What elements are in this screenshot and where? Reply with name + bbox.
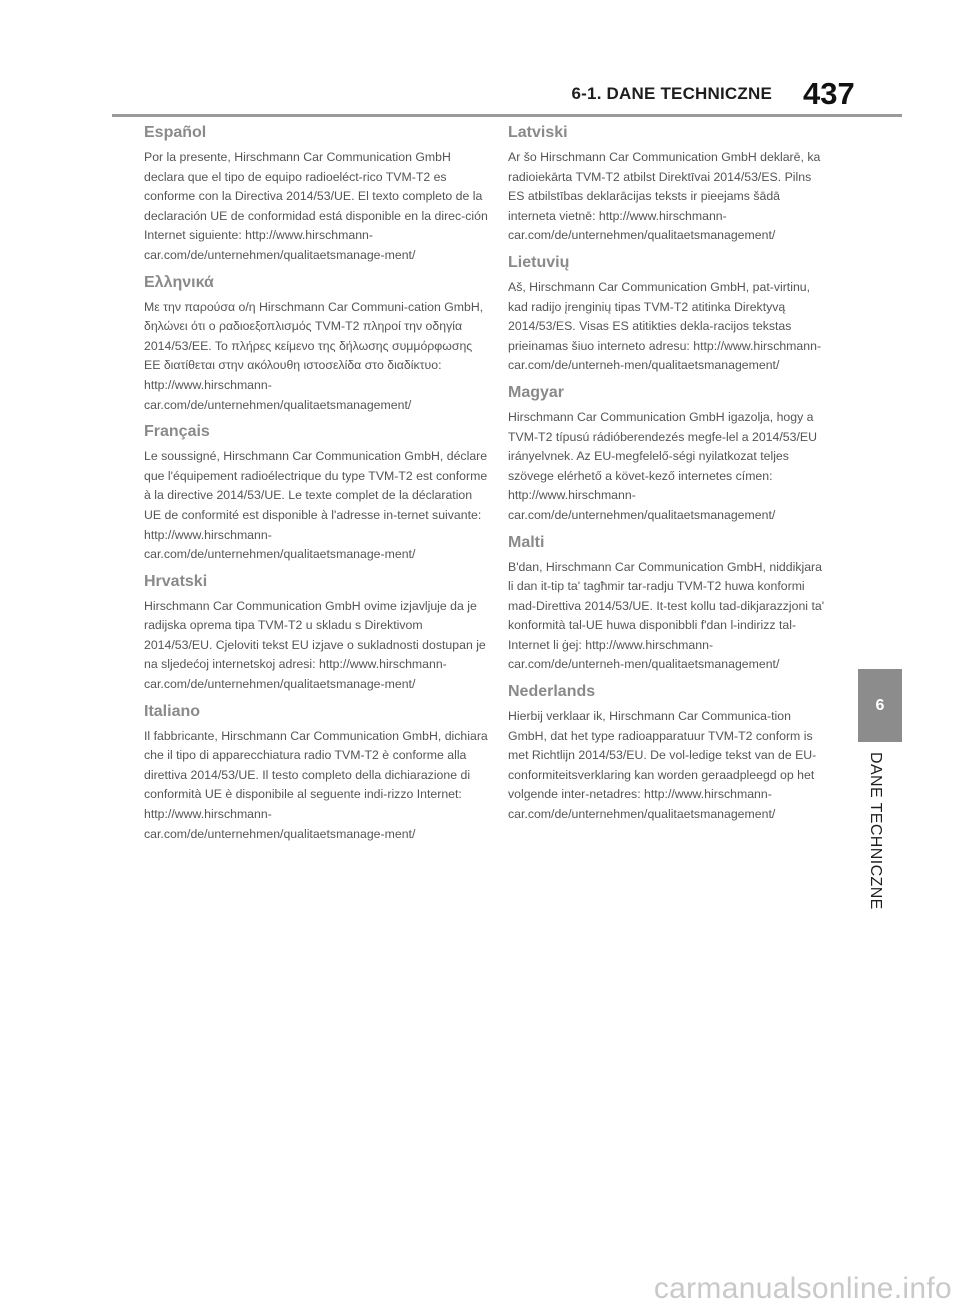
section-heading: Español (144, 124, 207, 141)
section-text: Hirschmann Car Communication GmbH ovime izjavljuje da je radijska oprema tipa TVM-T2 u skladu s Direktivom 2014/53/EU. Cjeloviti tekst EU izjave o sukladnosti dostupan je na sljedećoj internetskoj adresi: http://www.hirschmann-car.com/de/unternehmen/qualitaetsmanage-ment/ (144, 598, 486, 692)
section-text: Le soussigné, Hirschmann Car Communication GmbH, déclare que l'équipement radioélectrique du type TVM-T2 est conforme à la directive 2014/53/UE. Le texte complet de la déclaration UE de conformité est disponible à l'adresse in-ternet suivante: http://www.hirschmann-car.com/de/unternehmen/qualitaetsmanage-ment/ (144, 449, 488, 562)
section-text: Hierbij verklaar ik, Hirschmann Car Communica-tion GmbH, dat het type radioapparatuur TVM-T2 conform is met Richtlijn 2014/53/EU. De vol-ledige tekst van de EU-conformiteitsverklaring kan worden geraadpleegd op het volgende inter-netadres: http://www.hirschmann-car.com/de/unternehmen/qualitaetsmanagement/ (508, 709, 817, 822)
section-francais (144, 423, 492, 565)
section-heading: Magyar (508, 383, 565, 401)
header-divider (112, 114, 902, 117)
site-watermark: carmanualsonline.info (653, 1272, 952, 1305)
section-heading: Nederlands (508, 683, 596, 701)
section-heading: Ελληνικά (144, 273, 214, 291)
section-text: B'dan, Hirschmann Car Communication GmbH, niddikjara li dan it-tip ta' tagħmir tar-radju TVM-T2 huwa konformi mad-Direttiva 2014/53/UE. It-test kollu tad-dikjarazzjoni ta' konformità tal-UE huwa disponibbli f'dan l-indirizz tal-Internet li ġej: http://www.hirschmann-car.com/de/unterneh-men/qualitaetsmanagement/ (508, 559, 825, 672)
section-heading: Hrvatski (144, 572, 208, 590)
left-column (144, 124, 492, 852)
section-italiano (144, 703, 492, 845)
section-espanol (144, 124, 492, 266)
section-ellinika (144, 274, 492, 416)
section-heading: Malti (508, 533, 545, 551)
section-heading: Latviski (508, 124, 568, 141)
section-heading: Français (144, 423, 210, 441)
section-magyar (508, 384, 826, 526)
section-text: Hirschmann Car Communication GmbH igazolja, hogy a TVM-T2 típusú rádióberendezés megfe-lel a 2014/53/EU irányelvnek. Az EU-megfelelő-ségi nyilatkozat teljes szövege elérhető a követ-kező internetes címen: http://www.hirschmann-car.com/de/unternehmen/qualitaetsmanagement/ (508, 409, 817, 522)
page-number: 437 (803, 76, 855, 111)
section-text: Με την παρούσα ο/η Hirschmann Car Communi-cation GmbH, δηλώνει ότι ο ραδιοεξοπλισμός TVM-T2 πληροί την οδηγία 2014/53/ΕΕ. Το πλήρες κείμενο της δήλωσης συμμόρφωσης ΕΕ διατίθεται στην ακόλουθη ιστοσελίδα στο διαδίκτυο: http://www.hirschmann-car.com/de/unternehmen/qualitaetsmanagement/ (144, 299, 484, 412)
section-heading: Italiano (144, 702, 201, 720)
section-nederlands (508, 683, 826, 825)
section-title: 6-1. DANE TECHNICZNE (571, 84, 772, 103)
chapter-tab: 6 (858, 669, 902, 742)
section-hrvatski (144, 573, 492, 695)
section-malti (508, 534, 826, 676)
section-text: Por la presente, Hirschmann Car Communication GmbH declara que el tipo de equipo radioeléct-rico TVM-T2 es conforme con la Directiva 2014/53/UE. El texto completo de la declaración UE de conformidad está disponible en la direc-ción Internet siguiente: http://www.hirschmann-car.com/de/unternehmen/qualitaetsmanage-ment/ (144, 150, 488, 262)
section-lietuviu (508, 254, 826, 376)
chapter-label: DANE TECHNICZNE (867, 752, 884, 910)
section-latviski (508, 124, 826, 246)
section-text: Il fabbricante, Hirschmann Car Communication GmbH, dichiara che il tipo di apparecchiatura radio TVM-T2 è conforme alla direttiva 2014/53/UE. Il testo completo della dichiarazione di conformità UE è disponibile al seguente indi-rizzo Internet: http://www.hirschmann-car.com/de/unternehmen/qualitaetsmanage-ment/ (144, 728, 488, 841)
section-text: Ar šo Hirschmann Car Communication GmbH deklarē, ka radioiekārta TVM-T2 atbilst Direktīvai 2014/53/ES. Pilns ES atbilstības deklarācijas teksts ir pieejams šādā interneta vietnē: http://www.hirschmann-car.com/de/unternehmen/qualitaetsmanagement/ (508, 150, 821, 243)
section-heading: Lietuvių (508, 253, 570, 271)
section-text: Aš, Hirschmann Car Communication GmbH, pat-virtinu, kad radijo įrenginių tipas TVM-T2 atitinka Direktyvą 2014/53/ES. Visas ES atitikties dekla-racijos tekstas prieinamas šiuo interneto adresu: http://www.hirschmann-car.com/de/unterneh-men/qualitaetsmanagement/ (508, 279, 822, 373)
right-column (508, 124, 826, 833)
